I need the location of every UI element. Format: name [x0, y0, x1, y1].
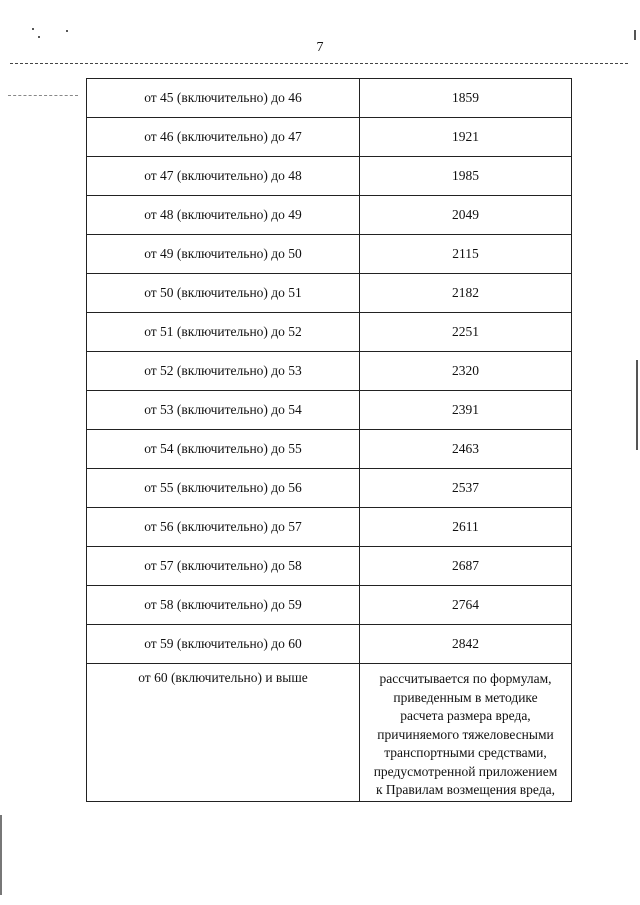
note-line: расчета размера вреда, [400, 708, 531, 723]
table-row [87, 625, 572, 664]
table-row [87, 391, 572, 430]
scan-edge-mark [634, 30, 636, 40]
rate-table-body [87, 79, 572, 802]
table-row [87, 586, 572, 625]
range-cell: от 49 (включительно) до 50 [87, 235, 360, 274]
value-cell: 2320 [360, 352, 572, 391]
value-cell: 2049 [360, 196, 572, 235]
range-cell: от 53 (включительно) до 54 [87, 391, 360, 430]
value-cell: 2182 [360, 274, 572, 313]
note-line: к Правилам возмещения вреда, [376, 782, 555, 797]
range-cell: от 46 (включительно) до 47 [87, 118, 360, 157]
range-cell: от 55 (включительно) до 56 [87, 469, 360, 508]
range-cell: от 59 (включительно) до 60 [87, 625, 360, 664]
rate-table [86, 78, 572, 802]
value-cell: 2764 [360, 586, 572, 625]
range-cell: от 45 (включительно) до 46 [87, 79, 360, 118]
value-cell: 2391 [360, 391, 572, 430]
range-cell: от 48 (включительно) до 49 [87, 196, 360, 235]
table-row [87, 235, 572, 274]
table-row [87, 469, 572, 508]
scan-edge-mark [0, 815, 2, 895]
table-row [87, 274, 572, 313]
table-row [87, 157, 572, 196]
range-cell: от 57 (включительно) до 58 [87, 547, 360, 586]
scan-edge-mark [636, 360, 638, 450]
note-line: причиняемого тяжеловесными [377, 726, 554, 742]
table-row [87, 430, 572, 469]
table-row [87, 313, 572, 352]
note-line: транспортными средствами, [384, 745, 547, 760]
header-rule [10, 63, 628, 64]
range-cell: от 58 (включительно) до 59 [87, 586, 360, 625]
calculation-note [364, 670, 567, 800]
scan-speck [32, 28, 34, 30]
scan-speck [38, 36, 40, 38]
value-cell: 1985 [360, 157, 572, 196]
margin-rule [8, 95, 78, 96]
table-row [87, 352, 572, 391]
value-cell: 1859 [360, 79, 572, 118]
value-cell: 2463 [360, 430, 572, 469]
table-row [87, 196, 572, 235]
table-row [87, 547, 572, 586]
note-line: предусмотренной приложением [373, 763, 558, 779]
range-cell: от 47 (включительно) до 48 [87, 157, 360, 196]
table-row-final [87, 664, 572, 802]
note-line: рассчитывается по формулам, [379, 671, 552, 686]
table-row [87, 508, 572, 547]
value-cell: 2687 [360, 547, 572, 586]
table-row [87, 79, 572, 118]
note-line: приведенным в методике [393, 689, 538, 705]
range-cell: от 50 (включительно) до 51 [87, 274, 360, 313]
value-cell: 1921 [360, 118, 572, 157]
table-row [87, 118, 572, 157]
range-cell: от 56 (включительно) до 57 [87, 508, 360, 547]
value-cell: 2842 [360, 625, 572, 664]
range-cell: от 54 (включительно) до 55 [87, 430, 360, 469]
page-number: 7 [316, 40, 324, 55]
value-cell: 2251 [360, 313, 572, 352]
value-cell: 2537 [360, 469, 572, 508]
range-cell: от 60 (включительно) и выше [87, 664, 360, 802]
range-cell: от 51 (включительно) до 52 [87, 313, 360, 352]
note-cell [360, 664, 572, 802]
value-cell: 2115 [360, 235, 572, 274]
value-cell: 2611 [360, 508, 572, 547]
range-cell: от 52 (включительно) до 53 [87, 352, 360, 391]
scan-speck [66, 30, 68, 32]
